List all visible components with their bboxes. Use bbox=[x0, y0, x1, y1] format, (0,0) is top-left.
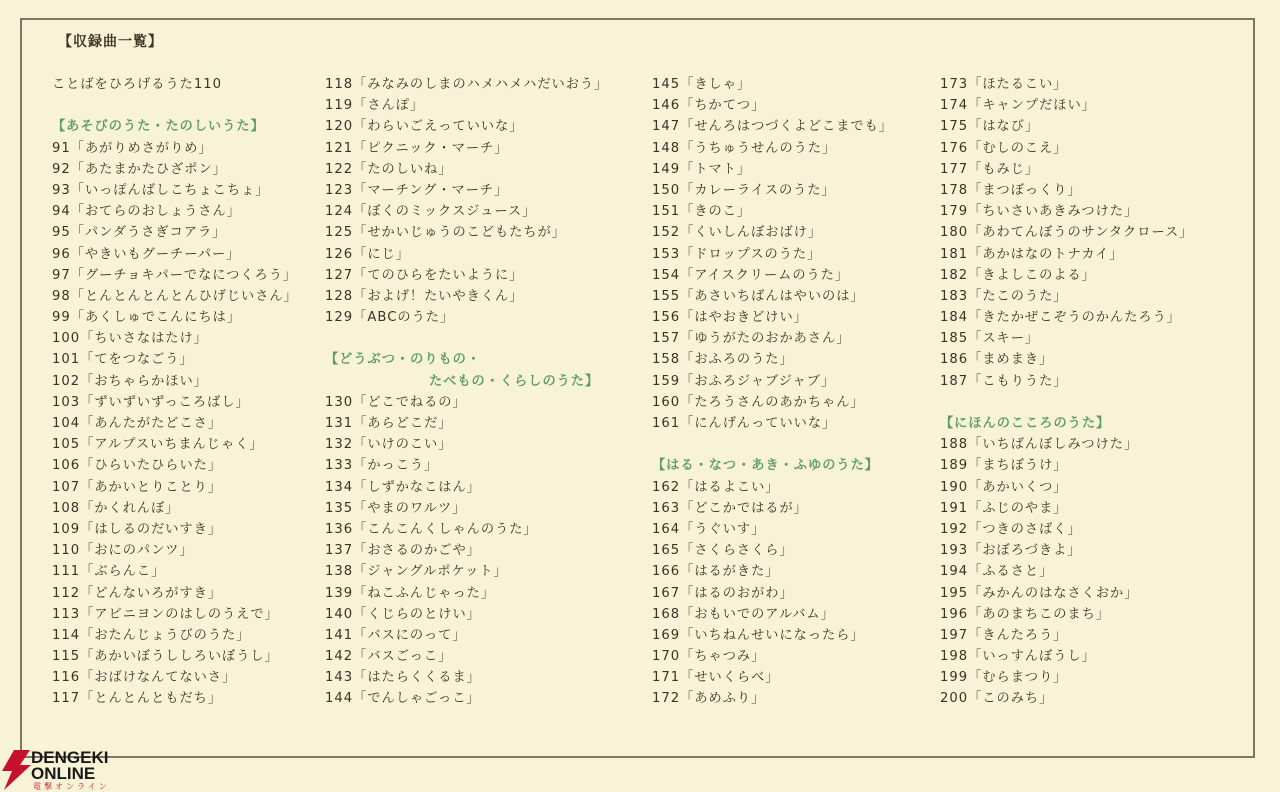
song-item: 193「おぼろづきよ」 bbox=[940, 543, 1082, 559]
song-item: 158「おふろのうた」 bbox=[652, 352, 794, 368]
section-heading: 【にほんのこころのうた】 bbox=[940, 416, 1111, 431]
song-item: 161「にんげんっていいな」 bbox=[652, 416, 837, 431]
song-item: 144「でんしゃごっこ」 bbox=[325, 691, 481, 707]
section-heading: たべもの・くらしのうた】 bbox=[429, 373, 600, 389]
song-item: 170「ちゃつみ」 bbox=[652, 649, 766, 665]
song-item: 148「うちゅうせんのうた」 bbox=[652, 140, 837, 156]
song-item: 92「あたまかたひざポン」 bbox=[52, 161, 227, 177]
song-item: 126「にじ」 bbox=[325, 246, 410, 262]
song-item: 150「カレーライスのうた」 bbox=[652, 182, 836, 198]
song-item: ことばをひろげるうた110 bbox=[52, 77, 223, 92]
song-item: 138「ジャングルポケット」 bbox=[325, 564, 508, 580]
logo-line-2: ONLINE bbox=[31, 764, 96, 783]
song-item: 190「あかいくつ」 bbox=[940, 479, 1068, 495]
song-item: 167「はるのおがわ」 bbox=[652, 585, 794, 601]
song-item: 192「つきのさばく」 bbox=[940, 521, 1082, 537]
song-column-4 bbox=[940, 74, 1240, 710]
song-item: 112「どんないろがすき」 bbox=[52, 585, 223, 601]
song-item: 189「まちぼうけ」 bbox=[940, 458, 1068, 474]
song-item: 162「はるよこい」 bbox=[652, 479, 780, 495]
song-item: 191「ふじのやま」 bbox=[940, 500, 1068, 516]
song-item: 149「トマト」 bbox=[652, 161, 752, 177]
song-item: 121「ピクニック・マーチ」 bbox=[325, 140, 509, 156]
song-item: 103「ずいずいずっころばし」 bbox=[52, 394, 250, 410]
song-item: 156「はやおきどけい」 bbox=[652, 310, 808, 326]
song-item: 157「ゆうがたのおかあさん」 bbox=[652, 331, 851, 347]
song-item: 127「てのひらをたいように」 bbox=[325, 267, 524, 283]
song-item: 135「やまのワルツ」 bbox=[325, 500, 467, 516]
song-item: 155「あさいちばんはやいのは」 bbox=[652, 288, 865, 304]
song-item: 108「かくれんぼ」 bbox=[52, 500, 180, 516]
song-item: 137「おさるのかごや」 bbox=[325, 543, 481, 559]
lightning-bolt-icon bbox=[0, 750, 34, 790]
spacer bbox=[52, 95, 322, 116]
song-item: 181「あかはなのトナカイ」 bbox=[940, 246, 1124, 262]
song-item: 187「こもりうた」 bbox=[940, 373, 1068, 389]
song-item: 166「はるがきた」 bbox=[652, 564, 780, 580]
song-item: 93「いっぽんばしこちょこちょ」 bbox=[52, 182, 270, 198]
song-item: 165「さくらさくら」 bbox=[652, 543, 794, 559]
song-item: 199「むらまつり」 bbox=[940, 670, 1068, 686]
song-item: 153「ドロップスのうた」 bbox=[652, 246, 822, 262]
song-item: 128「およげ！たいやきくん」 bbox=[325, 288, 524, 304]
song-item: 97「グーチョキパーでなにつくろう」 bbox=[52, 267, 298, 283]
song-item: 174「キャンプだほい」 bbox=[940, 98, 1096, 114]
song-item: 154「アイスクリームのうた」 bbox=[652, 267, 850, 283]
song-item: 180「あわてんぼうのサンタクロース」 bbox=[940, 225, 1194, 241]
song-item: 122「たのしいね」 bbox=[325, 161, 453, 177]
song-item: 188「いちばんぼしみつけた」 bbox=[940, 437, 1139, 453]
song-item: 101「てをつなごう」 bbox=[52, 352, 194, 368]
song-item: 107「あかいとりことり」 bbox=[52, 479, 223, 495]
song-item: 94「おてらのおしょうさん」 bbox=[52, 204, 241, 220]
song-item: 182「きよしこのよる」 bbox=[940, 267, 1096, 283]
song-item: 147「せんろはつづくよどこまでも」 bbox=[652, 119, 893, 135]
song-item: 139「ねこふんじゃった」 bbox=[325, 585, 496, 601]
section-heading: 【はる・なつ・あき・ふゆのうた】 bbox=[652, 458, 879, 474]
dengeki-online-logo bbox=[0, 748, 130, 791]
song-column-1 bbox=[52, 74, 322, 710]
song-item: 168「おもいでのアルバム」 bbox=[652, 606, 835, 622]
song-item: 102「おちゃらかほい」 bbox=[52, 373, 208, 389]
song-item: 129「ABCのうた」 bbox=[325, 310, 455, 326]
song-item: 145「きしゃ」 bbox=[652, 77, 752, 92]
song-item: 136「こんこんくしゃんのうた」 bbox=[325, 521, 538, 537]
song-item: 99「あくしゅでこんにちは」 bbox=[52, 310, 242, 326]
section-heading: 【あそびのうた・たのしいうた】 bbox=[52, 119, 265, 135]
song-item: 171「せいくらべ」 bbox=[652, 670, 780, 686]
song-item: 115「あかいぼうししろいぼうし」 bbox=[52, 649, 279, 665]
spacer bbox=[652, 434, 937, 455]
song-item: 140「くじらのとけい」 bbox=[325, 606, 481, 622]
song-item: 159「おふろジャブジャブ」 bbox=[652, 373, 836, 389]
song-item: 95「パンダうさぎコアラ」 bbox=[52, 225, 227, 241]
song-item: 130「どこでねるの」 bbox=[325, 394, 467, 410]
song-item: 146「ちかてつ」 bbox=[652, 98, 766, 114]
song-column-3 bbox=[652, 74, 937, 710]
song-item: 106「ひらいたひらいた」 bbox=[52, 458, 223, 474]
song-item: 196「あのまちこのまち」 bbox=[940, 606, 1111, 622]
song-item: 163「どこかではるが」 bbox=[652, 500, 808, 516]
song-item: 142「バスごっこ」 bbox=[325, 649, 453, 665]
song-item: 141「バスにのって」 bbox=[325, 627, 467, 643]
song-item: 164「うぐいす」 bbox=[652, 521, 766, 537]
song-item: 178「まつぼっくり」 bbox=[940, 182, 1082, 198]
song-item: 119「さんぽ」 bbox=[325, 98, 425, 114]
song-item: 172「あめふり」 bbox=[652, 691, 766, 707]
song-item: 179「ちいさいあきみつけた」 bbox=[940, 204, 1139, 220]
song-item: 134「しずかなこはん」 bbox=[325, 479, 481, 495]
song-item: 98「とんとんとんとんひげじいさん」 bbox=[52, 288, 298, 304]
spacer bbox=[940, 392, 1240, 413]
logo-line-3: 電撃オンライン bbox=[33, 782, 110, 791]
song-item: 177「もみじ」 bbox=[940, 161, 1040, 177]
song-item: 110「おにのパンツ」 bbox=[52, 543, 194, 559]
song-item: 117「とんとんともだち」 bbox=[52, 691, 223, 707]
song-item: 132「いけのこい」 bbox=[325, 437, 453, 453]
song-item: 91「あがりめさがりめ」 bbox=[52, 140, 213, 156]
song-item: 120「わらいごえっていいな」 bbox=[325, 119, 524, 135]
song-column-2 bbox=[325, 74, 645, 710]
song-item: 169「いちねんせいになったら」 bbox=[652, 627, 865, 643]
song-item: 176「むしのこえ」 bbox=[940, 140, 1068, 156]
song-item: 184「きたかぜこぞうのかんたろう」 bbox=[940, 310, 1181, 326]
song-item: 198「いっすんぼうし」 bbox=[940, 649, 1096, 665]
song-item: 143「はたらくくるま」 bbox=[325, 670, 481, 686]
page-title: 【収録曲一覧】 bbox=[58, 34, 163, 50]
song-item: 151「きのこ」 bbox=[652, 204, 752, 220]
song-item: 175「はなび」 bbox=[940, 119, 1040, 135]
song-item: 116「おばけなんてないさ」 bbox=[52, 670, 237, 686]
song-item: 96「やきいもグーチーパー」 bbox=[52, 246, 241, 262]
song-item: 152「くいしんぼおばけ」 bbox=[652, 225, 823, 241]
logo-line-1: DENGEKI bbox=[31, 748, 109, 767]
song-item: 114「おたんじょうびのうた」 bbox=[52, 627, 251, 643]
song-item: 125「せかいじゅうのこどもたちが」 bbox=[325, 225, 566, 241]
song-item: 183「たこのうた」 bbox=[940, 288, 1068, 304]
song-item: 123「マーチング・マーチ」 bbox=[325, 182, 509, 198]
song-item: 104「あんたがたどこさ」 bbox=[52, 416, 223, 431]
song-item: 111「ぶらんこ」 bbox=[52, 564, 166, 580]
song-item: 118「みなみのしまのハメハメハだいおう」 bbox=[325, 77, 609, 92]
song-item: 200「このみち」 bbox=[940, 691, 1054, 707]
spacer bbox=[325, 328, 645, 349]
song-item: 109「はしるのだいすき」 bbox=[52, 521, 223, 537]
song-item: 105「アルプスいちまんじゃく」 bbox=[52, 437, 264, 453]
song-item: 194「ふるさと」 bbox=[940, 564, 1054, 580]
song-item: 173「ほたるこい」 bbox=[940, 77, 1068, 92]
song-item: 197「きんたろう」 bbox=[940, 627, 1068, 643]
song-item: 160「たろうさんのあかちゃん」 bbox=[652, 394, 865, 410]
song-item: 113「アビニヨンのはしのうえで」 bbox=[52, 606, 279, 622]
song-item: 100「ちいさなはたけ」 bbox=[52, 331, 208, 347]
song-item: 131「あらどこだ」 bbox=[325, 416, 453, 431]
song-item: 185「スキー」 bbox=[940, 331, 1040, 347]
song-item: 124「ぼくのミックスジュース」 bbox=[325, 204, 537, 220]
song-item: 195「みかんのはなさくおか」 bbox=[940, 585, 1139, 601]
song-item: 133「かっこう」 bbox=[325, 458, 439, 474]
song-item: 186「まめまき」 bbox=[940, 352, 1054, 368]
section-heading: 【どうぶつ・のりもの・ bbox=[325, 352, 482, 368]
